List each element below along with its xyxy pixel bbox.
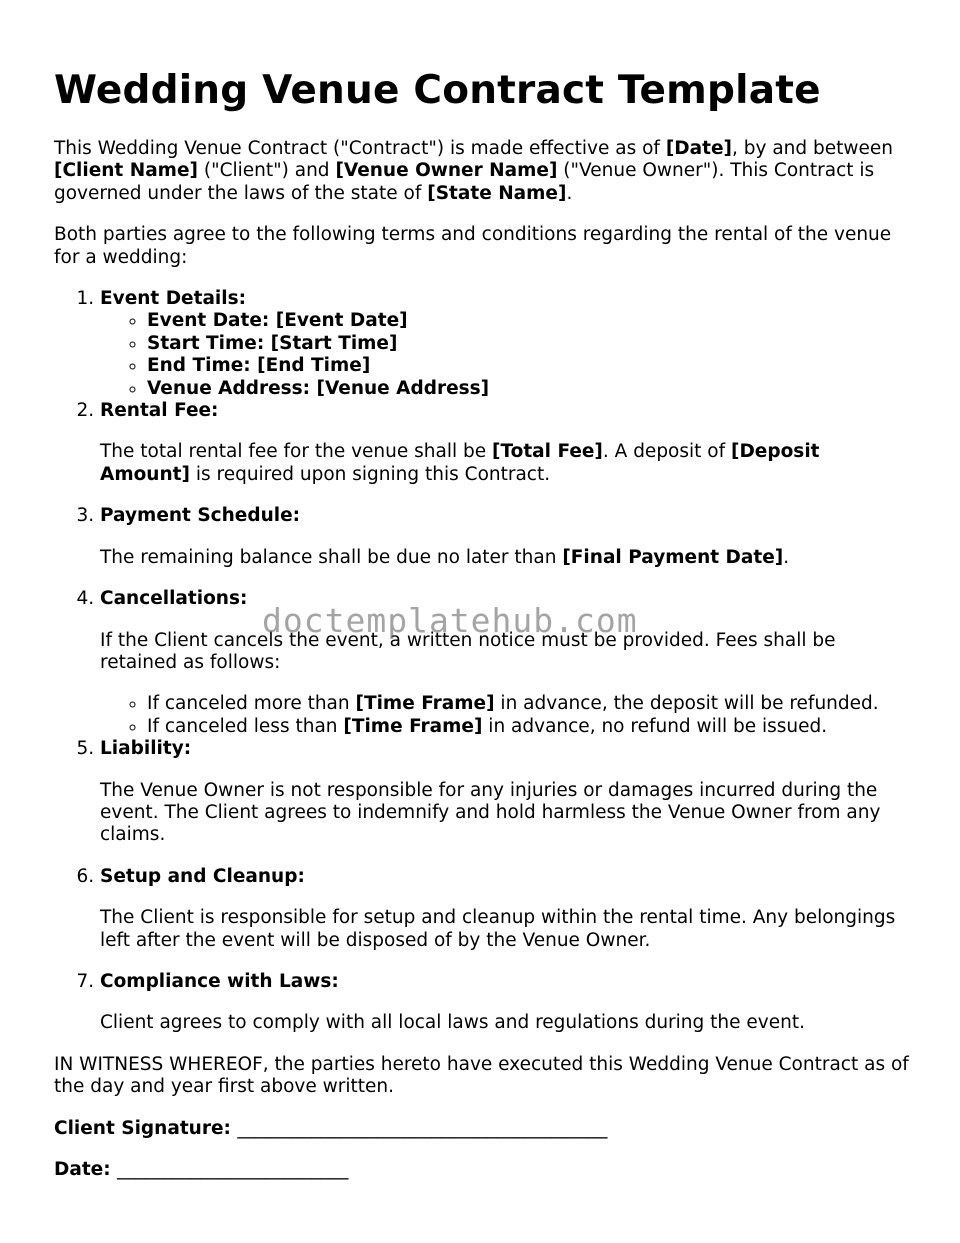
intro-text-4: ("Venue Owner"). This Contract is governed under the laws of the state of (54, 160, 875, 204)
list-item: ◦ Event Date: [Event Date] (147, 310, 909, 332)
cancel-text: If canceled less than (147, 715, 344, 737)
date-signature-line[interactable] (54, 1159, 909, 1181)
date-label: Date: (54, 1159, 111, 1180)
cancel-text: in advance, the deposit will be refunded. (494, 693, 879, 715)
deposit-placeholder: [Deposit Amount] (100, 441, 820, 485)
client-name-placeholder: [Client Name] (54, 160, 198, 182)
intro-paragraph (54, 138, 909, 205)
agreement-paragraph: Both parties agree to the following terms and conditions regarding the rental of the venue for a wedding: (54, 224, 892, 268)
list-item (147, 693, 909, 715)
fee-text-2: . A deposit of (602, 441, 731, 463)
section-title: Rental Fee: (100, 400, 219, 422)
watermark: doctemplatehub.com (262, 601, 638, 640)
client-signature-field[interactable]: ________________________________________ (237, 1117, 608, 1139)
section-body (100, 547, 909, 569)
section-body (100, 441, 909, 486)
date-field[interactable]: _________________________ (117, 1159, 349, 1180)
section-event-details (100, 288, 909, 400)
section-body: The Client is responsible for setup and cleanup within the rental time. Any belongings left after the event will be disposed of by the Venue Owner. (100, 907, 896, 951)
fee-text-3: is required upon signing this Contract. (189, 463, 551, 485)
contract-document (54, 0, 909, 1181)
list-item (147, 716, 909, 738)
section-title: Payment Schedule: (100, 505, 301, 527)
cancel-text: If canceled more than (147, 693, 356, 715)
section-title: Setup and Cleanup: (100, 865, 305, 887)
intro-text-2: , by and between (731, 138, 894, 159)
intro-text-5: . (566, 182, 573, 204)
section-rental-fee (100, 400, 909, 486)
final-payment-placeholder: [Final Payment Date] (562, 546, 784, 568)
cancel-text: in advance, no refund will be issued. (482, 715, 828, 737)
section-payment-schedule (100, 505, 909, 569)
date-placeholder: [Date] (665, 138, 732, 159)
section-body: The Venue Owner is not responsible for any injuries or damages incurred during the event. The Client agrees to indemnify and hold harmless the Venue Owner from any claims. (100, 779, 881, 846)
venue-owner-placeholder: [Venue Owner Name] (335, 160, 558, 182)
event-details-list (100, 310, 909, 400)
list-item: ◦ Venue Address: [Venue Address] (147, 378, 909, 400)
client-signature-line[interactable] (54, 1118, 909, 1140)
section-liability (100, 738, 909, 847)
fee-text-1: The total rental fee for the venue shall be (100, 441, 493, 463)
page-title: Wedding Venue Contract Template (54, 68, 821, 113)
section-cancellations (100, 588, 909, 738)
section-title: Event Details: (100, 288, 247, 310)
witness-paragraph: IN WITNESS WHEREOF, the parties hereto have executed this Wedding Venue Contract as of the day and year first above written. (54, 1053, 909, 1098)
intro-text-1: This Wedding Venue Contract ("Contract") is made effective as of (54, 138, 666, 159)
section-setup-cleanup (100, 866, 909, 952)
section-title: Compliance with Laws: (100, 970, 339, 992)
intro-text-3: ("Client") and (197, 160, 336, 182)
schedule-text-2: . (783, 546, 790, 568)
section-body: Client agrees to comply with all local laws and regulations during the event. (100, 1012, 805, 1034)
list-item: ◦ Start Time: [Start Time] (147, 333, 909, 355)
section-title: Cancellations: (100, 588, 248, 610)
section-compliance (100, 971, 909, 1035)
time-frame-placeholder: [Time Frame] (355, 693, 495, 715)
state-placeholder: [State Name] (427, 182, 567, 204)
client-signature-label: Client Signature: (54, 1117, 231, 1139)
schedule-text-1: The remaining balance shall be due no later than (100, 546, 563, 568)
section-title: Liability: (100, 738, 192, 760)
total-fee-placeholder: [Total Fee] (492, 441, 603, 463)
list-item: ◦ End Time: [End Time] (147, 355, 909, 377)
time-frame-placeholder: [Time Frame] (343, 715, 483, 737)
section-body: If the Client cancels the event, a written notice must be provided. Fees shall be retained as follows: (100, 629, 836, 673)
terms-list (54, 288, 909, 1035)
cancellation-list (100, 693, 909, 738)
